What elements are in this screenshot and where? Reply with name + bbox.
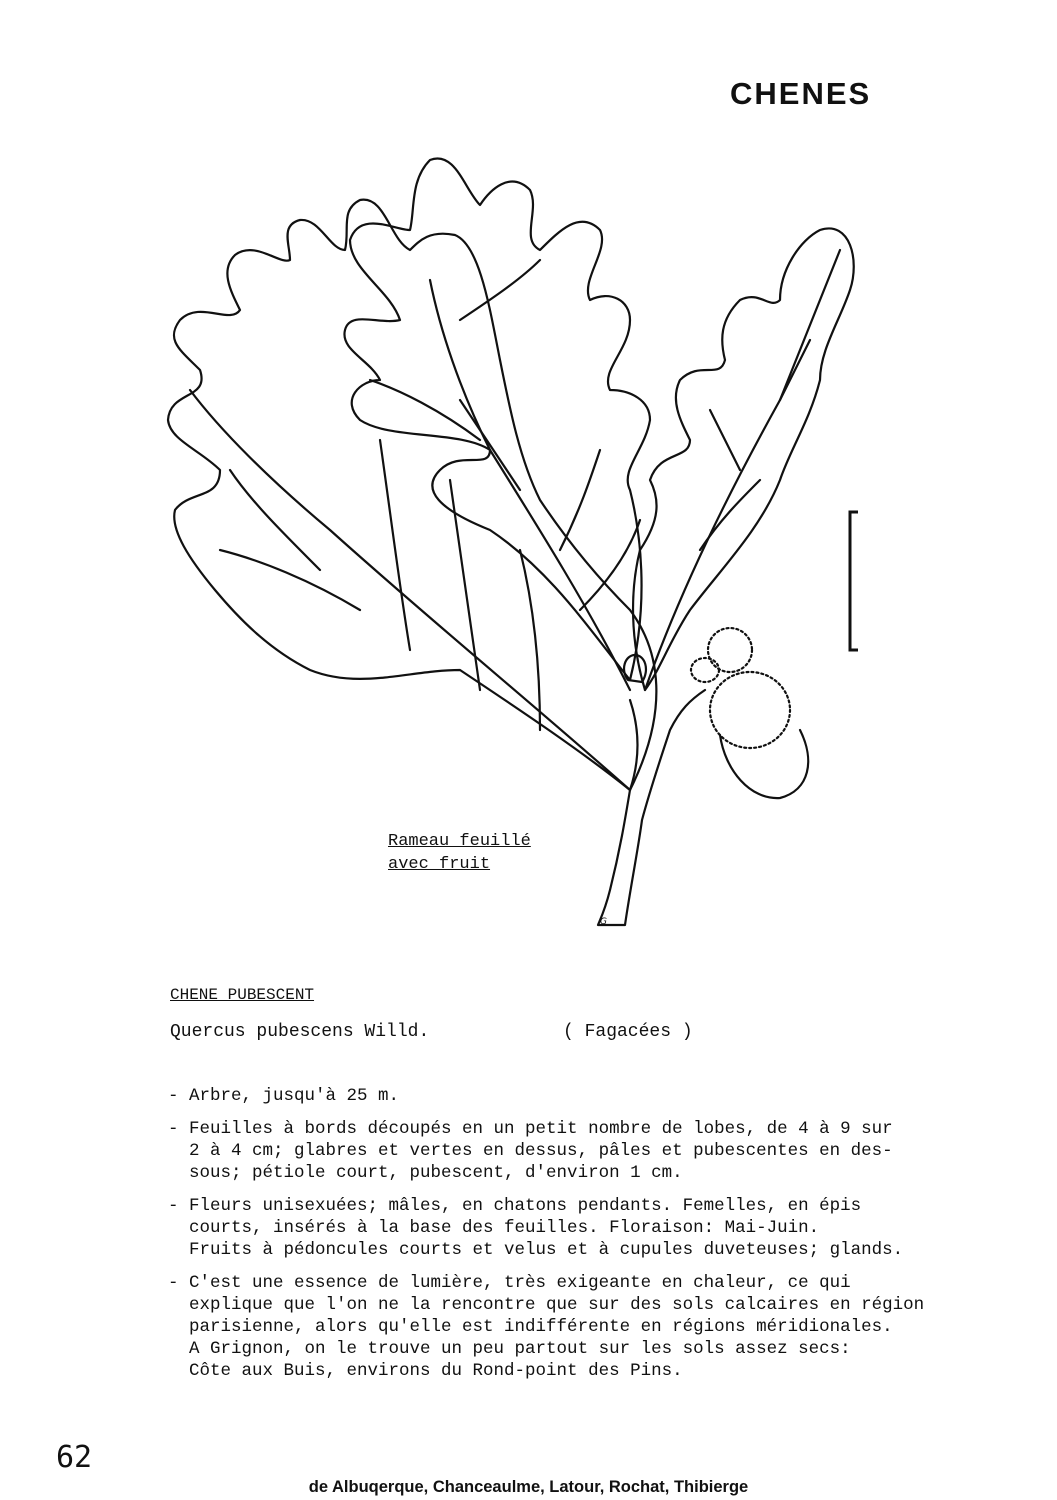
description-line: courts, insérés à la base des feuilles. Floraison: Mai-Juin.: [189, 1218, 820, 1238]
oak-branch-illustration: [160, 150, 860, 940]
description-line: Fleurs unisexuées; mâles, en chatons pendants. Femelles, en épis: [189, 1196, 862, 1216]
page-title: CHENES: [730, 76, 872, 111]
caption-line-2: avec fruit: [388, 855, 491, 874]
description-line: sous; pétiole court, pubescent, d'environ 1 cm.: [189, 1163, 683, 1183]
description-line: Feuilles à bords découpés en un petit nombre de lobes, de 4 à 9 sur: [189, 1119, 893, 1139]
acorn-cup: [710, 672, 790, 748]
artist-signature: G: [600, 917, 607, 927]
illustration-caption: [388, 830, 531, 876]
twig: [598, 690, 705, 925]
description-item: - C'est une essence de lumière, très exigeante en chaleur, ce qui explique que l'on ne la rencontre que sur des sols calcaires en région parisienne, alors qu'elle est indifférente en régions méridionales. A Grignon, on le trouve un peu partout sur les sols assez secs: Côte aux Buis, environs du Rond-point des Pins.: [168, 1272, 988, 1382]
small-acorn: [708, 628, 752, 672]
description-line: Arbre, jusqu'à 25 m.: [189, 1086, 400, 1106]
acorn-nut: [720, 730, 808, 798]
description-item: - Fleurs unisexuées; mâles, en chatons pendants. Femelles, en épis courts, insérés à la base des feuilles. Floraison: Mai-Juin. Fruits à pédoncules courts et velus et à cupules duveteuses; glands.: [168, 1195, 988, 1261]
description-item: - Feuilles à bords découpés en un petit nombre de lobes, de 4 à 9 sur 2 à 4 cm; glabres et vertes en dessus, pâles et pubescentes en des- sous; pétiole court, pubescent, d'environ 1 cm.: [168, 1118, 988, 1184]
description-list: [168, 1085, 988, 1393]
center-leaf: [344, 158, 650, 680]
description-line: C'est une essence de lumière, très exigeante en chaleur, ce qui: [189, 1273, 851, 1293]
description-line: Côte aux Buis, environs du Rond-point des Pins.: [189, 1361, 683, 1381]
page-number: 62: [56, 1440, 93, 1475]
scale-bar: [844, 510, 864, 652]
species-family: ( Fagacées ): [563, 1022, 693, 1042]
authors-credit: de Albuqerque, Chanceaulme, Latour, Rochat, Thibierge: [308, 1478, 749, 1496]
description-line: 2 à 4 cm; glabres et vertes en dessus, pâles et pubescentes en des-: [189, 1141, 893, 1161]
caption-line-1: Rameau feuillé: [388, 832, 531, 851]
description-line: explique que l'on ne la rencontre que sur des sols calcaires en région: [189, 1295, 925, 1315]
description-line: A Grignon, on le trouve un peu partout sur les sols assez secs:: [189, 1339, 851, 1359]
species-common-name: CHENE PUBESCENT: [170, 986, 315, 1004]
species-latin-name: Quercus pubescens Willd.: [170, 1022, 430, 1042]
description-line: Fruits à pédoncules courts et velus et à cupules duveteuses; glands.: [189, 1240, 904, 1260]
description-item: - Arbre, jusqu'à 25 m.: [168, 1085, 988, 1107]
description-line: parisienne, alors qu'elle est indifférente en régions méridionales.: [189, 1317, 893, 1337]
